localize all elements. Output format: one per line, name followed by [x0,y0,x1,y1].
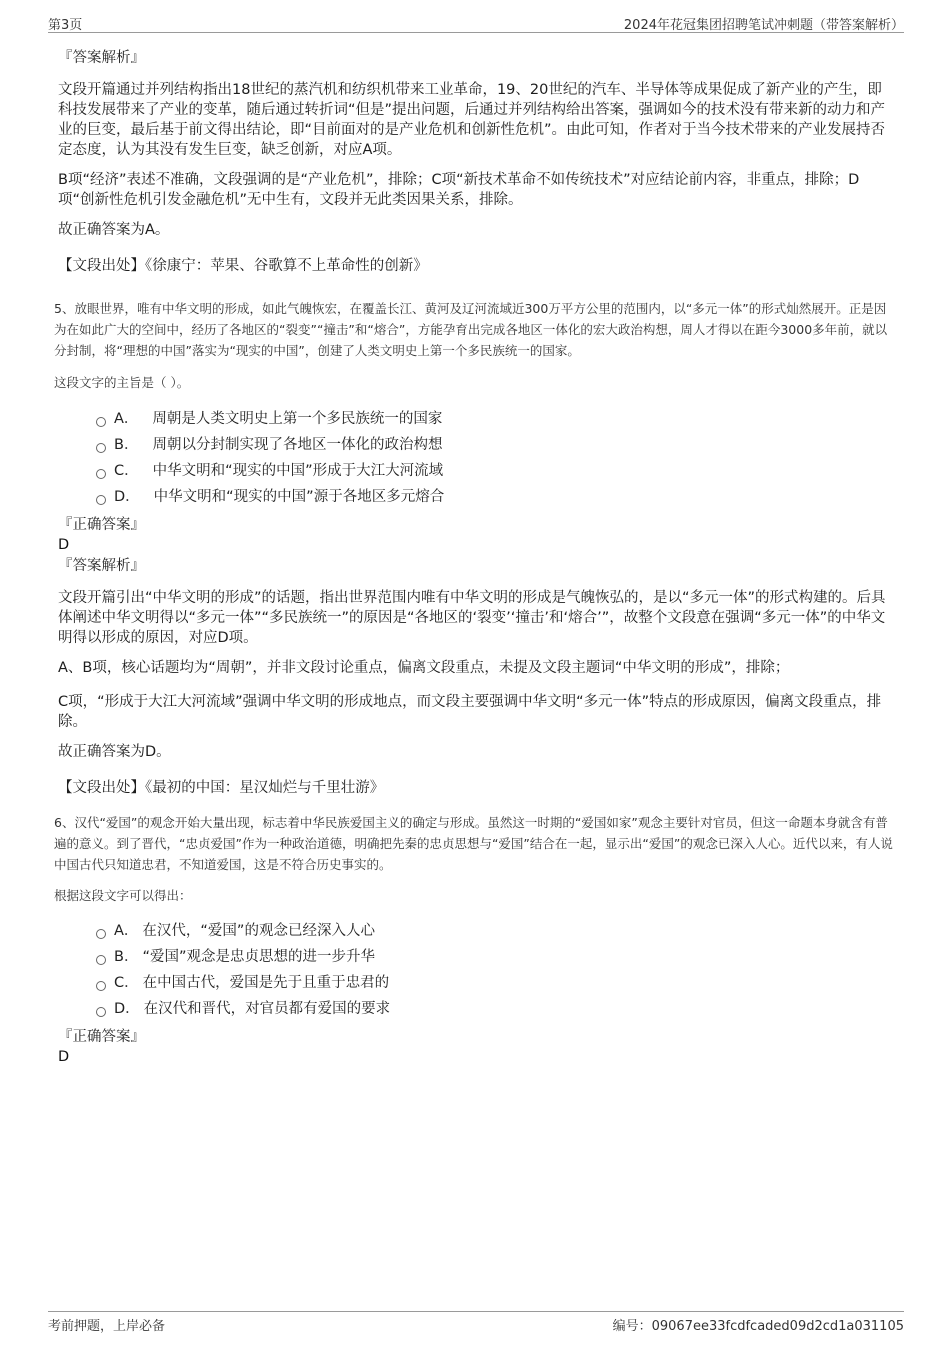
radio-button-icon[interactable] [96,981,106,991]
document-id: 编号：09067ee33fcdfcaded09d2cd1a031105 [612,1319,904,1334]
conclusion-5: 故正确答案为D。 [58,744,171,760]
analysis-5-paragraph-2: A、B项，核心话题均为“周朝”，并非文段讨论重点，偏离文段重点，未提及文段主题词“中华文明的形成”，排除； [58,660,790,676]
footer-slogan: 考前押题，上岸必备 [48,1319,166,1334]
question-5-option-b[interactable] [96,435,442,455]
answer-5: D [58,537,70,553]
answer-label-6: 『正确答案』 [58,1029,145,1045]
page-header [48,12,904,33]
conclusion-4: 故正确答案为A。 [58,222,170,238]
analysis-5-paragraph-3: C项，“形成于大江大河流域”强调中华文明的形成地点，而文段主要强调中华文明“多元一体”特点的形成原因，偏离文段重点，排除。 [58,694,882,730]
radio-button-icon[interactable] [96,495,106,505]
page-footer [48,1311,904,1334]
option-text: 周朝以分封制实现了各地区一体化的政治构想 [152,437,443,453]
option-text: 周朝是人类文明史上第一个多民族统一的国家 [152,411,443,427]
analysis-5-paragraph-1: 文段开篇引出“中华文明的形成”的话题，指出世界范围内唯有中华文明的形成是气魄恢弘的，是以“多元一体”的形式构建的。后具体阐述中华文明得以“多元一体”“多民族统一”的原因是“各地区的‘裂变’‘撞击’和‘熔合’”，故整个文段意在强调“多元一体”的中华文明得以形成的原因，对应D项。 [58,590,886,646]
source-4: 【文段出处】《徐康宁：苹果、谷歌算不上革命性的创新》 [58,258,428,274]
question-6-option-d[interactable] [96,999,390,1019]
option-text: 中华文明和“现实的中国”源于各地区多元熔合 [153,489,445,505]
option-key: C． [114,463,139,479]
source-5: 【文段出处】《最初的中国：星汉灿烂与千里壮游》 [58,780,385,796]
page-number: 第3页 [48,18,83,33]
question-5-prompt: 这段文字的主旨是（ ）。 [54,375,190,390]
option-key: B． [114,437,139,453]
option-key: C． [114,975,139,991]
radio-button-icon[interactable] [96,469,106,479]
option-text: “爱国”观念是忠贞思想的进一步升华 [142,949,375,965]
question-6-option-a[interactable] [96,921,375,941]
option-text: 在中国古代，爱国是先于且重于忠君的 [142,975,390,991]
option-key: D． [114,489,140,505]
question-6-option-b[interactable] [96,947,375,967]
radio-button-icon[interactable] [96,443,106,453]
analysis-label-5: 『答案解析』 [58,558,145,574]
option-text: 中华文明和“现实的中国”形成于大江大河流域 [152,463,444,479]
question-6-option-c[interactable] [96,973,389,993]
question-5-option-c[interactable] [96,461,443,481]
radio-button-icon[interactable] [96,1007,106,1017]
question-6-prompt: 根据这段文字可以得出： [54,888,192,903]
option-key: A． [114,411,139,427]
question-5-option-d[interactable] [96,487,444,507]
option-key: B． [114,949,139,965]
answer-label-5: 『正确答案』 [58,517,145,533]
question-6-stem: 6、汉代“爱国”的观念开始大量出现，标志着中华民族爱国主义的确定与形成。虽然这一时期的“爱国如家”观念主要针对官员，但这一命题本身就含有普遍的意义。到了晋代，“忠贞爱国”作为一种政治道德，明确把先秦的忠贞思想与“爱国”结合在一起，显示出“爱国”的观念已深入人心。近代以来，有人说中国古代只知道忠君，不知道爱国，这是不符合历史事实的。 [54,815,893,872]
analysis-4-paragraph-2: B项“经济”表述不准确，文段强调的是“产业危机”，排除；C项“新技术革命不如传统技术”对应结论前内容，非重点，排除；D项“创新性危机引发金融危机”无中生有，文段并无此类因果关系，排除。 [58,172,860,208]
radio-button-icon[interactable] [96,929,106,939]
option-key: A． [114,923,139,939]
document-title: 2024年花冠集团招聘笔试冲刺题（带答案解析） [623,18,904,33]
radio-button-icon[interactable] [96,417,106,427]
question-5-stem: 5、放眼世界，唯有中华文明的形成，如此气魄恢宏，在覆盖长江、黄河及辽河流域近300万平方公里的范围内，以“多元一体”的形式灿然展开。正是因为在如此广大的空间中，经历了各地区的“裂变”“撞击”和“熔合”，方能孕育出完成各地区一体化的宏大政治构想，周人才得以在距今3000多年前，就以分封制，将“理想的中国”落实为“现实的中国”，创建了人类文明史上第一个多民族统一的国家。 [54,301,888,358]
option-text: 在汉代，“爱国”的观念已经深入人心 [142,923,375,939]
option-key: D． [114,1001,140,1017]
option-text: 在汉代和晋代，对官员都有爱国的要求 [143,1001,391,1017]
answer-6: D [58,1049,70,1065]
analysis-label-4: 『答案解析』 [58,50,145,66]
radio-button-icon[interactable] [96,955,106,965]
question-5-option-a[interactable] [96,409,442,429]
analysis-4-paragraph-1: 文段开篇通过并列结构指出18世纪的蒸汽机和纺织机带来工业革命，19、20世纪的汽车、半导体等成果促成了新产业的产生，即科技发展带来了产业的变革，随后通过转折词“但是”提出问题，后通过并列结构给出答案，强调如今的技术没有带来新的动力和产业的巨变，最后基于前文得出结论，即“目前面对的是产业危机和创新性危机”。由此可知，作者对于当今技术带来的产业发展持否定态度，认为其没有发生巨变，缺乏创新，对应A项。 [58,82,886,158]
